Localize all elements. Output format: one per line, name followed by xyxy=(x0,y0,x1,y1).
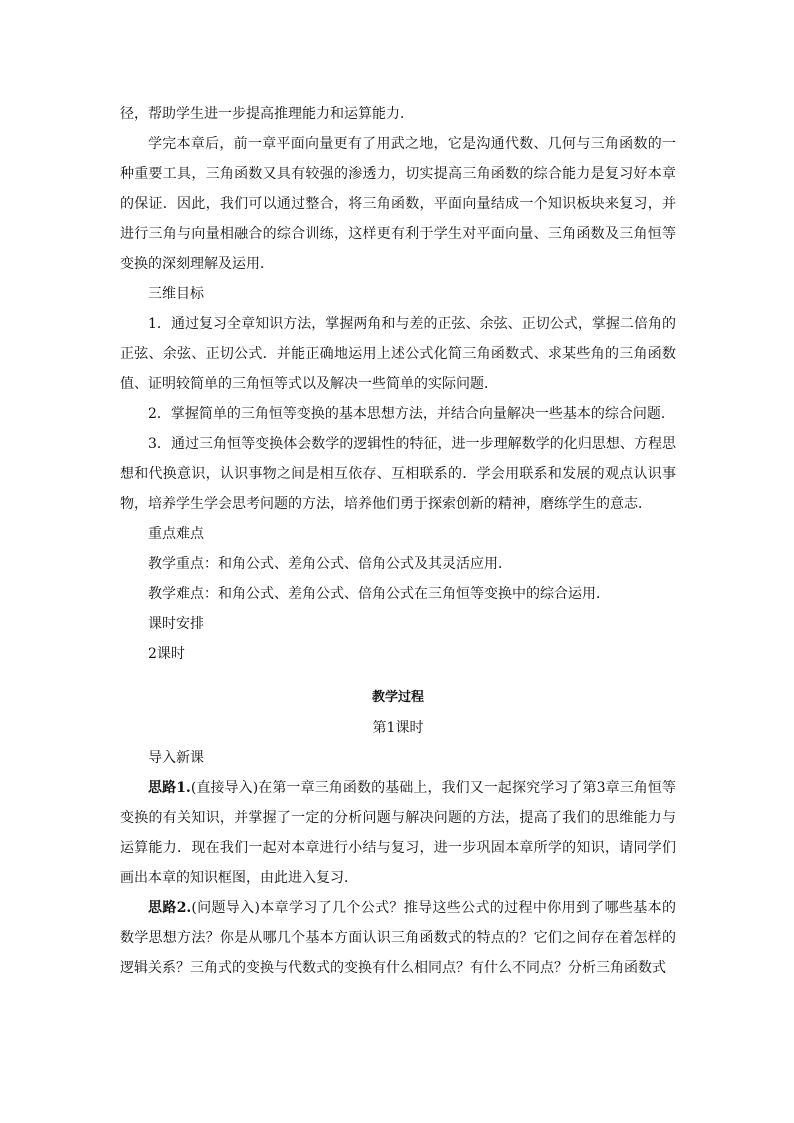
goal-item-2: 2．掌握简单的三角恒等变换的基本思想方法，并结合向量解决一些基本的综合问题． xyxy=(148,406,675,422)
lesson-label: 第1课时 xyxy=(372,720,424,736)
teaching-difficult-point: 教学难点：和角公式、差角公式、倍角公式在三角恒等变换中的综合运用． xyxy=(148,586,610,602)
idea-1-lead: 思路1. xyxy=(148,780,191,796)
goal-item-3: 3．通过三角恒等变换体会数学的逻辑性的特征，进一步理解数学的化归思想、方程思想和代换意识，认识事物之间是相互依存、互相联系的．学会用联系和发展的观点认识事物，培养学生学会思考问题的方法，培养他们勇于探索创新的精神，磨练学生的意志． xyxy=(120,436,676,512)
heading-class-schedule: 课时安排 xyxy=(148,616,204,632)
heading-key-difficult-points: 重点难点 xyxy=(148,526,204,542)
idea-2-paragraph xyxy=(120,893,676,983)
goal-item-1: 1．通过复习全章知识方法，掌握两角和与差的正弦、余弦、正切公式，掌握二倍角的正弦、余弦、正切公式．并能正确地运用上述公式化简三角函数式、求某些角的三角函数值、证明较简单的三角恒等式以及解决一些简单的实际问题． xyxy=(120,316,676,392)
idea-1-text: (直接导入)在第一章三角函数的基础上，我们又一起探究学习了第3章三角恒等变换的有关知识，并掌握了一定的分析问题与解决问题的方法，提高了我们的思维能力与运算能力．现在我们一起对本章进行小结与复习，进一步巩固本章所学的知识，请同学们画出本章的知识框图，由此进入复习． xyxy=(120,780,676,886)
heading-three-dimensional-goals: 三维目标 xyxy=(148,286,204,302)
idea-2-text: (问题导入)本章学习了几个公式？推导这些公式的过程中你用到了哪些基本的数学思想方法？你是从哪几个基本方面认识三角函数式的特点的？它们之间存在着怎样的逻辑关系？三角式的变换与代数式的变换有什么相同点？有什么不同点？分析三角函数式 xyxy=(120,900,676,976)
paragraph-continued: 径，帮助学生进一步提高推理能力和运算能力． xyxy=(120,106,414,122)
spacer xyxy=(120,669,676,683)
paragraph-chapter-summary: 学完本章后，前一章平面向量更有了用武之地，它是沟通代数、几何与三角函数的一种重要工具，三角函数又具有较强的渗透力，切实提高三角函数的综合能力是复习好本章的保证．因此，我们可以通过整合，将三角函数，平面向量结成一个知识板块来复习，并进行三角与向量相融合的综合训练，这样更有利于学生对平面向量、三角函数及三角恒等变换的深刻理解及运用． xyxy=(120,136,676,272)
class-schedule-value: 2课时 xyxy=(148,646,185,662)
idea-2-lead: 思路2. xyxy=(148,900,192,916)
heading-introduction: 导入新课 xyxy=(148,750,204,766)
idea-1-paragraph xyxy=(120,773,676,893)
document-body xyxy=(120,99,676,983)
heading-teaching-process: 教学过程 xyxy=(371,690,424,705)
teaching-key-point: 教学重点：和角公式、差角公式、倍角公式及其灵活应用． xyxy=(148,556,512,572)
